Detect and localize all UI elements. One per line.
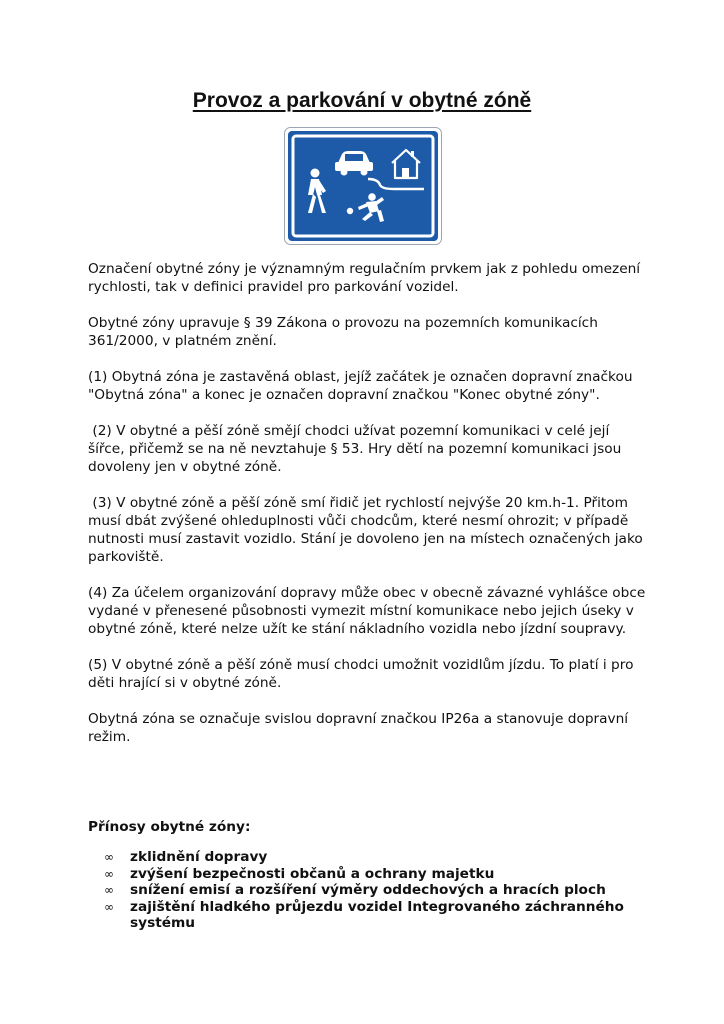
list-item (104, 882, 644, 899)
paragraph-intro: Označení obytné zóny je významným regulačním prvkem jak z pohledu omezení rychlosti, tak v definici pravidel pro parkování vozidel. (88, 261, 645, 295)
list-item (104, 899, 644, 932)
page-title: Provoz a parkování v obytné zóně (192, 89, 532, 112)
paragraph-section-2: (2) V obytné a pěší zóně smějí chodci užívat pozemní komunikaci v celé její šířce, přičemž se na ně nevztahuje § 53. Hry dětí na pozemní komunikaci jsou dovoleny jen v obytné zóně. (88, 423, 626, 475)
infinity-bullet-icon: ∞ (104, 899, 114, 914)
list-item-text: zvýšení bezpečnosti občanů a ochrany majetku (130, 865, 495, 882)
document-body (88, 260, 648, 764)
list-item (104, 849, 644, 866)
infinity-bullet-icon: ∞ (104, 850, 114, 864)
benefits-list (104, 849, 644, 932)
benefits-heading: Přínosy obytné zóny: (88, 819, 251, 835)
paragraph-section-3: (3) V obytné zóně a pěší zóně smí řidič jet rychlostí nejvýše 20 km.h-1. Přitom musí dbát zvýšené ohleduplnosti vůči chodcům, které nesmí ohrozit; v případě nutnosti musí zastavit vozidlo. Stání je dovoleno jen na místech označených jako parkoviště. (88, 495, 648, 565)
infinity-bullet-icon: ∞ (104, 866, 114, 881)
paragraph-law-reference: Obytné zóny upravuje § 39 Zákona o provozu na pozemních komunikacích 361/2000, v platném znění. (88, 315, 603, 349)
list-item-text: zklidnění dopravy (130, 849, 268, 865)
paragraph-sign-ip26a: Obytná zóna se označuje svislou dopravní značkou IP26a a stanovuje dopravní režim. (88, 711, 633, 745)
list-item-text: zajištění hladkého průjezdu vozidel Integrovaného záchranného systému (130, 898, 624, 931)
living-zone-sign-icon (284, 127, 442, 245)
paragraph-section-4: (4) Za účelem organizování dopravy může obec v obecně závazné vyhlášce obce vydané v přenesené působnosti vymezit místní komunikace nebo jejich úseky v obytné zóně, které nelze užít ke stání nákladního vozidla nebo jízdní soupravy. (88, 585, 650, 637)
list-item-text: snížení emisí a rozšíření výměry oddechových a hracích ploch (130, 882, 606, 898)
infinity-bullet-icon: ∞ (104, 883, 114, 897)
paragraph-section-1: (1) Obytná zóna je zastavěná oblast, jejíž začátek je označen dopravní značkou "Obytná zóna" a konec je označen dopravní značkou "Konec obytné zóny". (88, 369, 637, 403)
list-item (104, 866, 644, 883)
paragraph-section-5: (5) V obytné zóně a pěší zóně musí chodci umožnit vozidlům jízdu. To platí i pro děti hrající si v obytné zóně. (88, 657, 638, 691)
